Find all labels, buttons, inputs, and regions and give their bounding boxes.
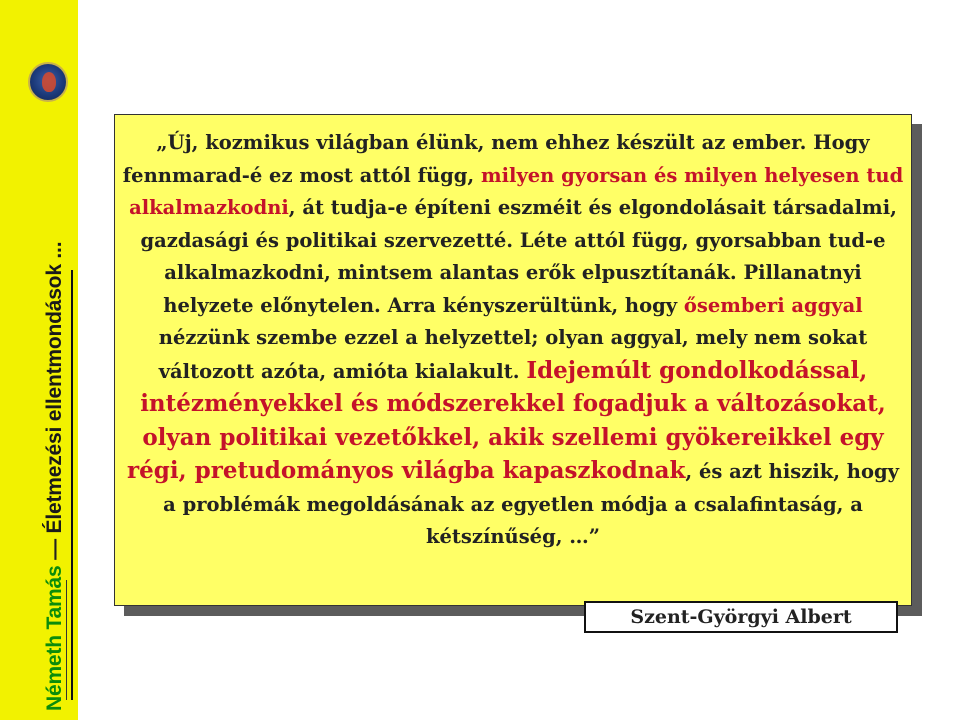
quote-author: Szent-Györgyi Albert: [584, 601, 898, 633]
quote-segment: „Új, kozmikus világban élünk, nem ehhez készült az ember. Hogy fennmarad-é ez most attól függ,: [122, 131, 870, 187]
quote-highlight: ősemberi aggyal: [683, 293, 863, 317]
sidebar-dash: —: [43, 539, 66, 560]
sidebar: [0, 0, 78, 720]
quote-segment: , és azt hiszik, hogy a problémák megoldásának az egyetlen módja a csalafintaság, a kétszínűség, …”: [163, 460, 899, 548]
quote-text: [118, 127, 908, 554]
quote-segment: nézzünk szembe ezzel a helyzettel; olyan aggyal, mely nem sokat változott azóta, amióta kialakult.: [158, 326, 868, 383]
quote-highlight: Idejemúlt gondolkodással, intézményekkel és módszerekkel fogadjuk a változásokat, olyan politikai vezetőkkel, akik szellemi gyökereikkel egy régi, pretudományos világba kapaszkodnak: [127, 356, 886, 484]
sidebar-topic: Életmezési ellentmondások ...: [43, 241, 66, 534]
quote-highlight: milyen gyorsan és milyen helyesen tud alkalmazkodni: [129, 163, 904, 219]
sidebar-divider: [71, 270, 73, 700]
university-logo-icon: [28, 62, 68, 102]
sidebar-title: [43, 242, 67, 711]
sidebar-author-name: Németh Tamás: [43, 565, 66, 711]
quote-segment: , át tudja-e építeni eszméit és elgondolásait társadalmi, gazdasági és politikai szervezetté. Léte attól függ, gyorsabban tud-e alkalmazkodni, mintsem alantas erők elpusztítanák. Pillanatnyi helyzete előnytelen. Arra kényszerültünk, hogy: [140, 196, 897, 317]
